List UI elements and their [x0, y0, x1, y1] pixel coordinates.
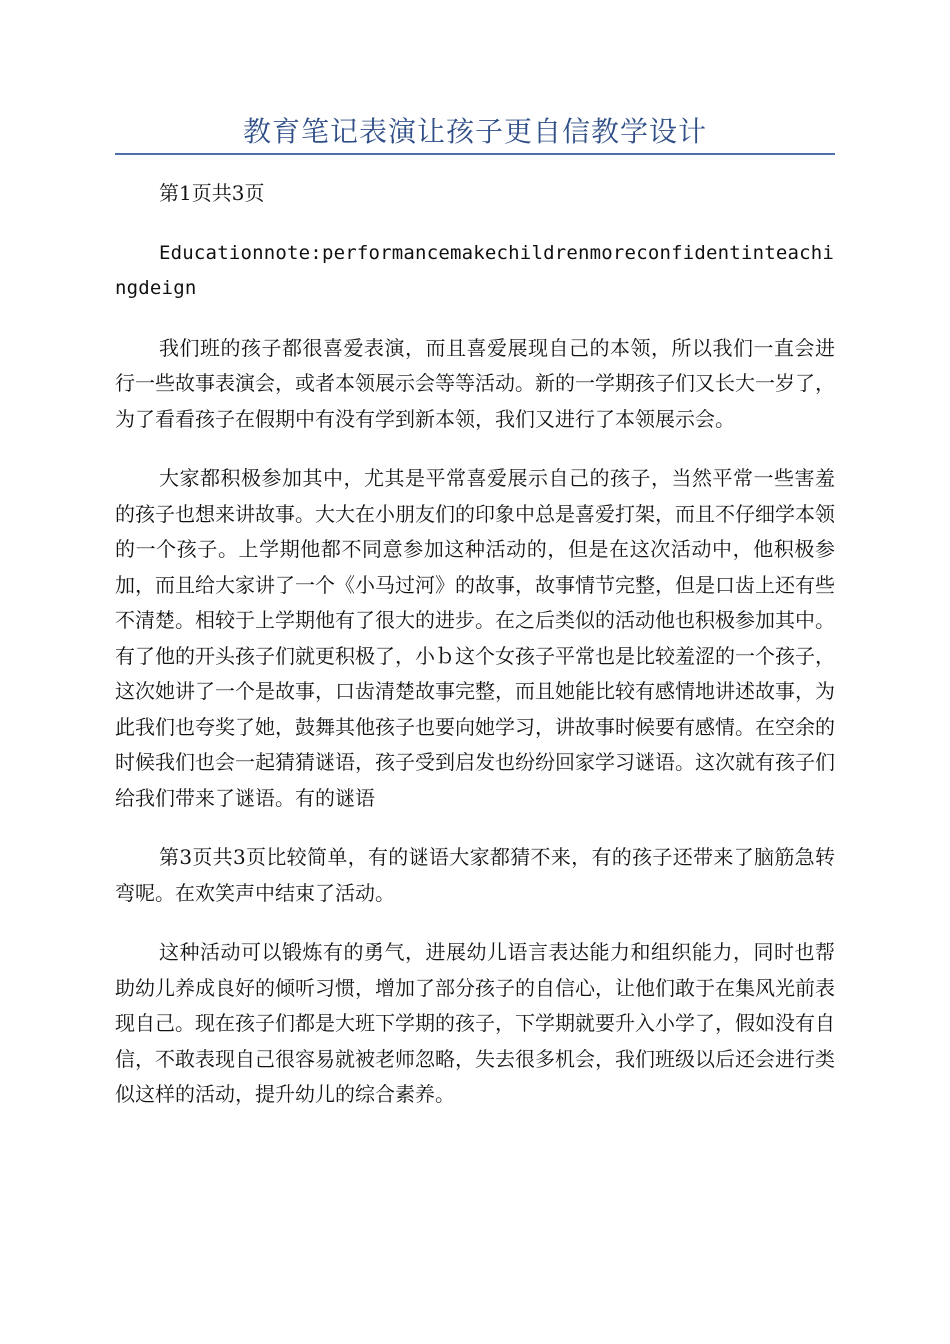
- english-subtitle: Educationnote:performancemakechildrenmoreconfidentinteachingdeign: [115, 241, 835, 299]
- paragraph-riddles: 第3页共3页比较简单，有的谜语大家都猜不来，有的孩子还带来了脑筋急转弯呢。在欢笑声中结束了活动。: [115, 845, 835, 905]
- title-divider: [115, 153, 835, 155]
- document-title: 教育笔记表演让孩子更自信教学设计: [242, 115, 707, 148]
- paragraph-activity: 大家都积极参加其中，尤其是平常喜爱展示自己的孩子，当然平常一些害羞的孩子也想来讲故事。大大在小朋友们的印象中总是喜爱打架，而且不仔细学本领的一个孩子。上学期他都不同意参加这种活动的，但是在这次活动中，他积极参加，而且给大家讲了一个《小马过河》的故事，故事情节完整，但是口齿上还有些不清楚。相较于上学期他有了很大的进步。在之后类似的活动他也积极参加其中。有了他的开头孩子们就更积极了，小ｂ这个女孩子平常也是比较羞涩的一个孩子，这次她讲了一个是故事，口齿清楚故事完整，而且她能比较有感情地讲述故事，为此我们也夸奖了她，鼓舞其他孩子也要向她学习，讲故事时候要有感情。在空余的时候我们也会一起猜猜谜语，孩子受到启发也纷纷回家学习谜语。这次就有孩子们给我们带来了谜语。有的谜语: [115, 466, 835, 810]
- page-marker-1: 第1页共3页: [159, 181, 265, 205]
- paragraph-intro: 我们班的孩子都很喜爱表演，而且喜爱展现自己的本领，所以我们一直会进行一些故事表演会，或者本领展示会等等活动。新的一学期孩子们又长大一岁了，为了看看孩子在假期中有没有学到新本领，我们又进行了本领展示会。: [115, 335, 835, 431]
- paragraph-conclusion: 这种活动可以锻炼有的勇气，进展幼儿语言表达能力和组织能力，同时也帮助幼儿养成良好的倾听习惯，增加了部分孩子的自信心，让他们敢于在集风光前表现自己。现在孩子们都是大班下学期的孩子，下学期就要升入小学了，假如没有自信，不敢表现自己很容易就被老师忽略，失去很多机会，我们班级以后还会进行类似这样的活动，提升幼儿的综合素养。: [115, 940, 835, 1106]
- document-body: [115, 176, 835, 1137]
